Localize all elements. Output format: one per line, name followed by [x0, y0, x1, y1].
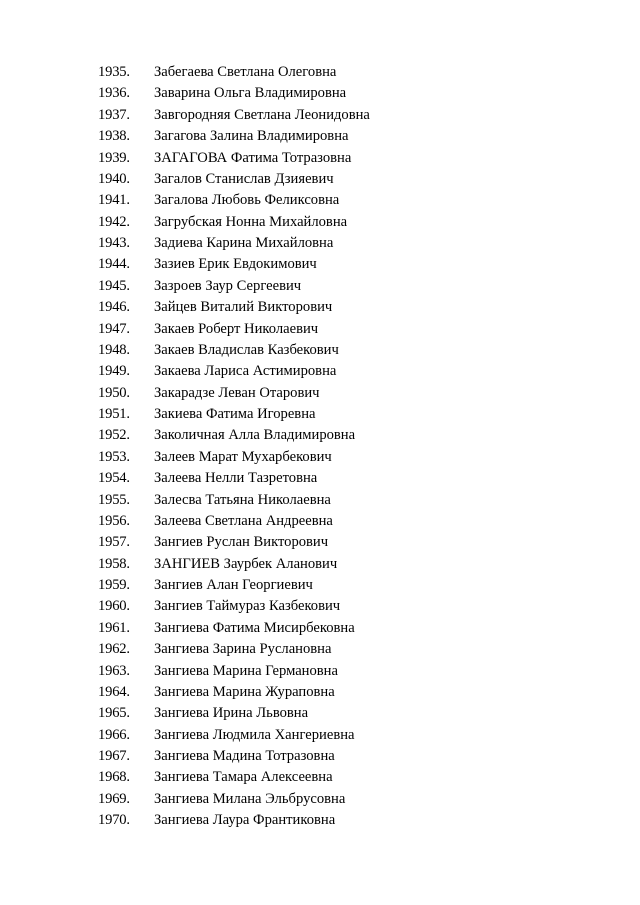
- entry-name: Зангиев Руслан Викторович: [154, 534, 329, 551]
- entry-number: 1958.: [98, 555, 130, 572]
- entry-number: 1950.: [98, 384, 130, 401]
- entry-number: 1969.: [98, 790, 130, 807]
- entry-number: 1951.: [98, 406, 130, 422]
- entry-number: 1942.: [98, 213, 130, 230]
- entry-number: 1966.: [98, 726, 130, 743]
- entry-number: 1968.: [98, 769, 130, 786]
- entry-number: 1948.: [98, 341, 130, 358]
- name-list: [98, 62, 618, 832]
- entry-name: Закиева Фатима Игоревна: [154, 406, 316, 422]
- list-item: [98, 639, 618, 660]
- entry-name: Залеева Нелли Тазретовна: [154, 470, 318, 487]
- entry-name: Закаева Лариса Астимировна: [154, 363, 337, 380]
- list-item: [98, 190, 618, 211]
- entry-name: Зангиев Алан Георгиевич: [154, 577, 313, 593]
- entry-name: Зангиева Людмила Хангериевна: [154, 726, 355, 743]
- list-item: [98, 468, 618, 489]
- entry-name: Зангиева Марина Жураповна: [154, 683, 335, 700]
- list-item: [98, 361, 618, 382]
- entry-number: 1962.: [98, 641, 130, 658]
- entry-name: Закаев Владислав Казбекович: [154, 341, 339, 358]
- list-item: [98, 746, 618, 767]
- entry-number: 1939.: [98, 149, 130, 166]
- entry-name: Зангиева Милана Эльбрусовна: [154, 790, 346, 807]
- list-item: [98, 276, 618, 297]
- list-item: [98, 383, 618, 404]
- entry-number: 1957.: [98, 534, 130, 551]
- list-item: [98, 297, 618, 318]
- list-item: [98, 725, 618, 746]
- list-item: [98, 83, 618, 104]
- list-item: [98, 126, 618, 147]
- list-item: [98, 233, 618, 254]
- entry-name: Зангиева Зарина Руслановна: [154, 641, 332, 658]
- entry-name: Зазроев Заур Сергеевич: [154, 277, 302, 294]
- list-item: [98, 105, 618, 126]
- list-item: [98, 254, 618, 275]
- list-item: [98, 596, 618, 617]
- entry-name: Зангиева Марина Германовна: [154, 662, 338, 679]
- list-item: [98, 404, 618, 425]
- list-item: [98, 511, 618, 532]
- entry-number: 1953.: [98, 448, 130, 465]
- entry-name: ЗАНГИЕВ Заурбек Аланович: [154, 555, 338, 572]
- entry-number: 1945.: [98, 277, 130, 294]
- entry-name: Заварина Ольга Владимировна: [154, 85, 347, 102]
- entry-number: 1936.: [98, 85, 130, 102]
- list-item: [98, 789, 618, 810]
- entry-name: Зангиева Ирина Львовна: [154, 705, 309, 722]
- entry-number: 1964.: [98, 683, 130, 700]
- list-item: [98, 169, 618, 190]
- entry-name: Загрубская Нонна Михайловна: [154, 213, 348, 230]
- entry-name: Зангиев Таймураз Казбекович: [154, 598, 341, 615]
- entry-name: Залеева Светлана Андреевна: [154, 512, 333, 529]
- entry-number: 1955.: [98, 491, 130, 508]
- entry-name: Зангиева Лаура Франтиковна: [154, 812, 336, 829]
- list-item: [98, 618, 618, 639]
- entry-name: Загалов Станислав Дзияевич: [154, 170, 334, 187]
- entry-number: 1938.: [98, 128, 130, 145]
- entry-number: 1959.: [98, 577, 130, 593]
- entry-number: 1940.: [98, 170, 130, 187]
- entry-name: Заколичная Алла Владимировна: [154, 427, 356, 444]
- entry-number: 1967.: [98, 748, 130, 764]
- entry-name: Зангиева Мадина Тотразовна: [154, 748, 335, 764]
- list-item: [98, 767, 618, 788]
- entry-name: Закарадзе Леван Отарович: [154, 384, 320, 401]
- list-item: [98, 425, 618, 446]
- entry-number: 1944.: [98, 256, 130, 273]
- list-item: [98, 212, 618, 233]
- entry-number: 1946.: [98, 299, 130, 316]
- entry-name: Зангиева Тамара Алексеевна: [154, 769, 333, 786]
- list-item: [98, 532, 618, 553]
- entry-name: Зазиев Ерик Евдокимович: [154, 256, 317, 273]
- entry-name: Задиева Карина Михайловна: [154, 235, 334, 251]
- list-item: [98, 575, 618, 596]
- entry-number: 1943.: [98, 235, 130, 251]
- entry-number: 1937.: [98, 106, 130, 123]
- list-item: [98, 554, 618, 575]
- entry-name: Завгородняя Светлана Леонидовна: [154, 106, 370, 123]
- entry-number: 1960.: [98, 598, 130, 615]
- list-item: [98, 810, 618, 831]
- entry-name: Зангиева Фатима Мисирбековна: [154, 619, 355, 636]
- entry-number: 1941.: [98, 192, 130, 209]
- entry-name: Забегаева Светлана Олеговна: [154, 64, 337, 80]
- entry-number: 1952.: [98, 427, 130, 444]
- entry-number: 1947.: [98, 320, 130, 337]
- list-item: [98, 682, 618, 703]
- entry-number: 1935.: [98, 64, 130, 80]
- entry-name: Залеев Марат Мухарбекович: [154, 448, 332, 465]
- list-item: [98, 490, 618, 511]
- entry-name: ЗАГАГОВА Фатима Тотразовна: [154, 149, 352, 166]
- list-item: [98, 661, 618, 682]
- entry-name: Загалова Любовь Феликсовна: [154, 192, 340, 209]
- list-item: [98, 703, 618, 724]
- list-item: [98, 148, 618, 169]
- entry-number: 1954.: [98, 470, 130, 487]
- entry-number: 1970.: [98, 812, 130, 829]
- list-item: [98, 319, 618, 340]
- list-item: [98, 340, 618, 361]
- list-item: [98, 447, 618, 468]
- entry-name: Зайцев Виталий Викторович: [154, 299, 333, 316]
- list-item: [98, 62, 618, 83]
- entry-number: 1961.: [98, 619, 130, 636]
- entry-number: 1956.: [98, 512, 130, 529]
- entry-name: Закаев Роберт Николаевич: [154, 320, 319, 337]
- entry-number: 1963.: [98, 662, 130, 679]
- entry-name: Загагова Залина Владимировна: [154, 128, 349, 145]
- entry-number: 1965.: [98, 705, 130, 722]
- entry-name: Залесва Татьяна Николаевна: [154, 491, 331, 508]
- entry-number: 1949.: [98, 363, 130, 380]
